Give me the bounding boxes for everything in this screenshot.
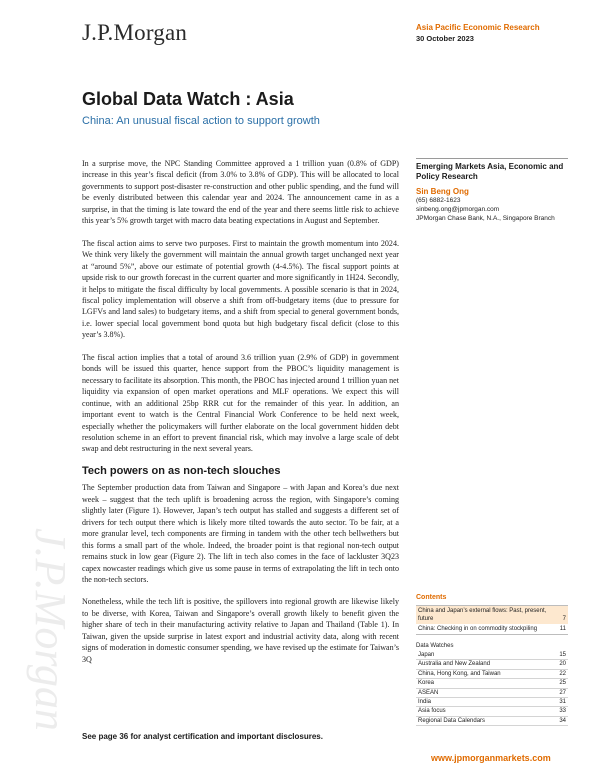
page-subtitle: China: An unusual fiscal action to support growth: [82, 115, 320, 127]
data-watch-item[interactable]: [416, 651, 568, 660]
data-watch-item[interactable]: [416, 689, 568, 698]
contents-item[interactable]: [416, 624, 568, 634]
data-watch-page: 20: [559, 661, 566, 668]
contents-item-page: 11: [559, 626, 566, 632]
analyst-team: Emerging Markets Asia, Economic and Policy Research: [416, 162, 564, 181]
report-series: Asia Pacific Economic Research: [416, 23, 540, 32]
data-watch-label: Australia and New Zealand: [418, 661, 491, 668]
report-date: 30 October 2023: [416, 34, 474, 43]
body-paragraph: In a surprise move, the NPC Standing Committee approved a 1 trillion yuan (0.8% of GDP) increase in this year’s fiscal deficit (from 3.0% to 3.8% of GDP). This will be allocated to local governments to support post-disaster re-construction and other public spending, and the fund will be evenly distributed between this calendar year and 2024. The announcement came in as a surprise, in that the timing is late toward the end of the year and there seems little risk to achieve this year’s 5% growth target with macro data beating expectations in August and September.: [82, 159, 399, 226]
data-watch-item[interactable]: [416, 717, 568, 726]
data-watch-label: ASEAN: [418, 689, 439, 696]
data-watch-label: Asia focus: [418, 708, 446, 715]
divider: [416, 158, 568, 159]
data-watch-page: 31: [559, 699, 566, 706]
svg-text:J.P.Morgan: J.P.Morgan: [26, 528, 75, 731]
data-watch-item[interactable]: [416, 707, 568, 716]
jpmorgan-logo: J.P.Morgan: [82, 20, 188, 45]
analyst-phone: (65) 6882-1623: [416, 197, 461, 204]
analyst-email[interactable]: sinbeng.ong@jpmorgan.com: [416, 206, 500, 213]
contents-item-label: China: Checking in on commodity stockpiling: [418, 626, 538, 632]
data-watches-title: Data Watches: [416, 643, 454, 649]
data-watch-item[interactable]: [416, 670, 568, 679]
data-watch-label: Regional Data Calendars: [418, 717, 486, 724]
data-watch-label: Korea: [418, 680, 435, 687]
body-paragraph: The September production data from Taiwan and Singapore – with Japan and Korea’s due next week – suggest that the tech uplift is broadening across the region, with Singapore’s coming slightly later (Figure 1). However, Japan’s tech output has stalled and suggests a different set of drivers for tech output there which is likely more tilted towards the auto sector. To be fair, at a more granular level, tech components are firming in tandem with the other tech bellwethers but this forms a small part of the whole. Indeed, the broader point is that regional non-tech output remains stuck in low gear (Figure 2). The lift in tech also comes in the face of lackluster 3Q23 capex nowcaster readings which give us some pause in terms of extrapolating the lift in tech onto the non-tech sectors.: [82, 483, 399, 584]
data-watch-page: 22: [559, 670, 566, 677]
article-body: [82, 158, 399, 676]
contents-item[interactable]: [416, 606, 568, 624]
data-watch-page: 34: [559, 717, 566, 724]
analyst-firm: JPMorgan Chase Bank, N.A., Singapore Branch: [416, 215, 555, 222]
contents-title: Contents: [416, 594, 447, 601]
analyst-box: [416, 158, 568, 223]
data-watch-page: 33: [559, 708, 566, 715]
data-watch-page: 27: [559, 689, 566, 696]
data-watches-list: [416, 651, 568, 726]
data-watch-item[interactable]: [416, 679, 568, 688]
contents-highlight-list: [416, 605, 568, 635]
data-watch-item[interactable]: [416, 660, 568, 669]
data-watch-label: China, Hong Kong, and Taiwan: [418, 670, 501, 677]
website-link[interactable]: www.jpmorganmarkets.com: [431, 753, 551, 763]
body-paragraph: Nonetheless, while the tech lift is positive, the spillovers into regional growth are likewise likely to be diverse, with Korea, Taiwan and Singapore’s overall growth likely to benefit given the higher share of tech in their manufacturing activity relative to Japan and Thailand (Table 1). In Taiwan, given the upside surprise in latest export and industrial activity data, along with recent signs of moderation in domestic consumer spending, we have revised up the estimate for Taiwan’s 3Q: [82, 597, 399, 664]
page-title: Global Data Watch : Asia: [82, 89, 294, 109]
contents-box: [416, 594, 568, 726]
disclosure-note: See page 36 for analyst certification and important disclosures.: [82, 732, 323, 741]
data-watch-page: 15: [559, 652, 566, 658]
data-watch-item[interactable]: [416, 698, 568, 707]
analyst-name: Sin Beng Ong: [416, 187, 469, 196]
contents-item-label: China and Japan’s external flows: Past, present, future: [418, 608, 547, 622]
contents-item-page: 7: [562, 616, 566, 622]
body-paragraph: The fiscal action aims to serve two purposes. First to maintain the growth momentum into 2024. We think very likely the government will maintain the annual growth target unchanged next year at “around 5%”, above our estimate of potential growth (4-4.5%). The fiscal support points at upside risk to our growth forecast in the current quarter and more significantly in 1H24. Secondly, it helps to mitigate the fiscal difficulty by local governments. A possible scenario is that in 2024, fiscal policy implementation will observe a shift from off-budgetary items (due to pressure for LGFVs and land sales) to budgetary items, and a shift from special to general government bonds, i.e. lower special local government bond quota but high budgetary fiscal deficit (close to this year’s 3.8%).: [82, 238, 399, 340]
body-paragraph: The fiscal action implies that a total of around 3.6 trillion yuan (2.9% of GDP) in government bonds will be issued this quarter, hence support from the PBOC’s liquidity management is necessary to facilitate its absorption. This month, the PBOC has injected around 1 trillion yuan net liquidity via expansion of open market operations and MLF operations. We expect this will continue, with an additional 25bp RRR cut for the remainder of this year. In addition, an important event to watch is the Central Financial Work Conference to be held next week, especially whether the policymakers will further elaborate on the local government hidden debt resolution scheme in an effort to prevent financial risk, which may involve a large scale of debt swap and debt restructuring in the next several years.: [82, 352, 399, 454]
data-watch-page: 25: [559, 680, 566, 687]
data-watch-label: Japan: [418, 652, 435, 658]
section-heading: Tech powers on as non-tech slouches: [82, 464, 281, 477]
data-watch-label: India: [418, 699, 432, 706]
report-header: [416, 23, 540, 43]
